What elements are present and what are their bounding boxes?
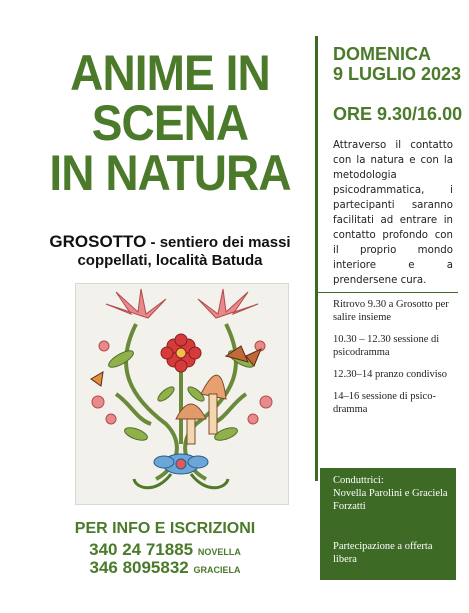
event-full-date: 9 LUGLIO 2023 xyxy=(333,64,462,84)
info-heading: PER INFO E ISCRIZIONI xyxy=(74,520,256,537)
schedule-item: 12.30–14 pranzo condiviso xyxy=(333,369,448,380)
schedule-list xyxy=(333,298,458,425)
flower-painting xyxy=(75,283,289,505)
title-line-3: IN NATURA xyxy=(49,145,291,201)
location-town: GROSOTTO xyxy=(49,232,147,251)
leaders-block xyxy=(333,474,448,513)
schedule-item: 10.30 – 12.30 sessione di psicodramma xyxy=(333,334,440,358)
contact-phone: 346 8095832 xyxy=(89,558,189,577)
contact-name: GRACIELA xyxy=(193,565,241,575)
schedule-item: Ritrovo 9.30 a Grosotto per salire insieme xyxy=(333,299,449,323)
divider-schedule xyxy=(318,292,458,293)
contact-name: NOVELLA xyxy=(197,547,241,557)
location-line-2: coppellati, località Batuda xyxy=(77,252,263,269)
leaders-label: Conduttrici: xyxy=(333,475,384,486)
event-description: Attraverso il contatto con la natura e con la metodologia psicodrammatica, i partecipanti saranno facilitati ad entrare in contatto profondo con il proprio mondo interiore e a prendersene cura. xyxy=(333,140,453,286)
event-time: ORE 9.30/16.00 xyxy=(333,104,463,124)
contact-row xyxy=(60,558,270,578)
schedule-item: 14–16 sessione di psico-dramma xyxy=(333,391,436,415)
flower-illustration xyxy=(76,284,288,504)
location-rest: - sentiero dei massi xyxy=(146,234,291,251)
leaders-panel xyxy=(320,468,456,580)
title-line-2: SCENA xyxy=(91,95,249,151)
location-line-1 xyxy=(20,232,320,252)
participation-note: Partecipazione a offerta libera xyxy=(333,541,433,565)
leaders-names: Novella Parolini e Graciela Forzatti xyxy=(333,488,448,512)
event-day: DOMENICA xyxy=(333,44,431,64)
divider-vertical xyxy=(315,36,318,481)
contact-row xyxy=(60,540,270,560)
contact-phone: 340 24 71885 xyxy=(89,540,194,559)
event-date xyxy=(333,44,461,84)
title-line-1: ANIME IN xyxy=(70,45,270,101)
